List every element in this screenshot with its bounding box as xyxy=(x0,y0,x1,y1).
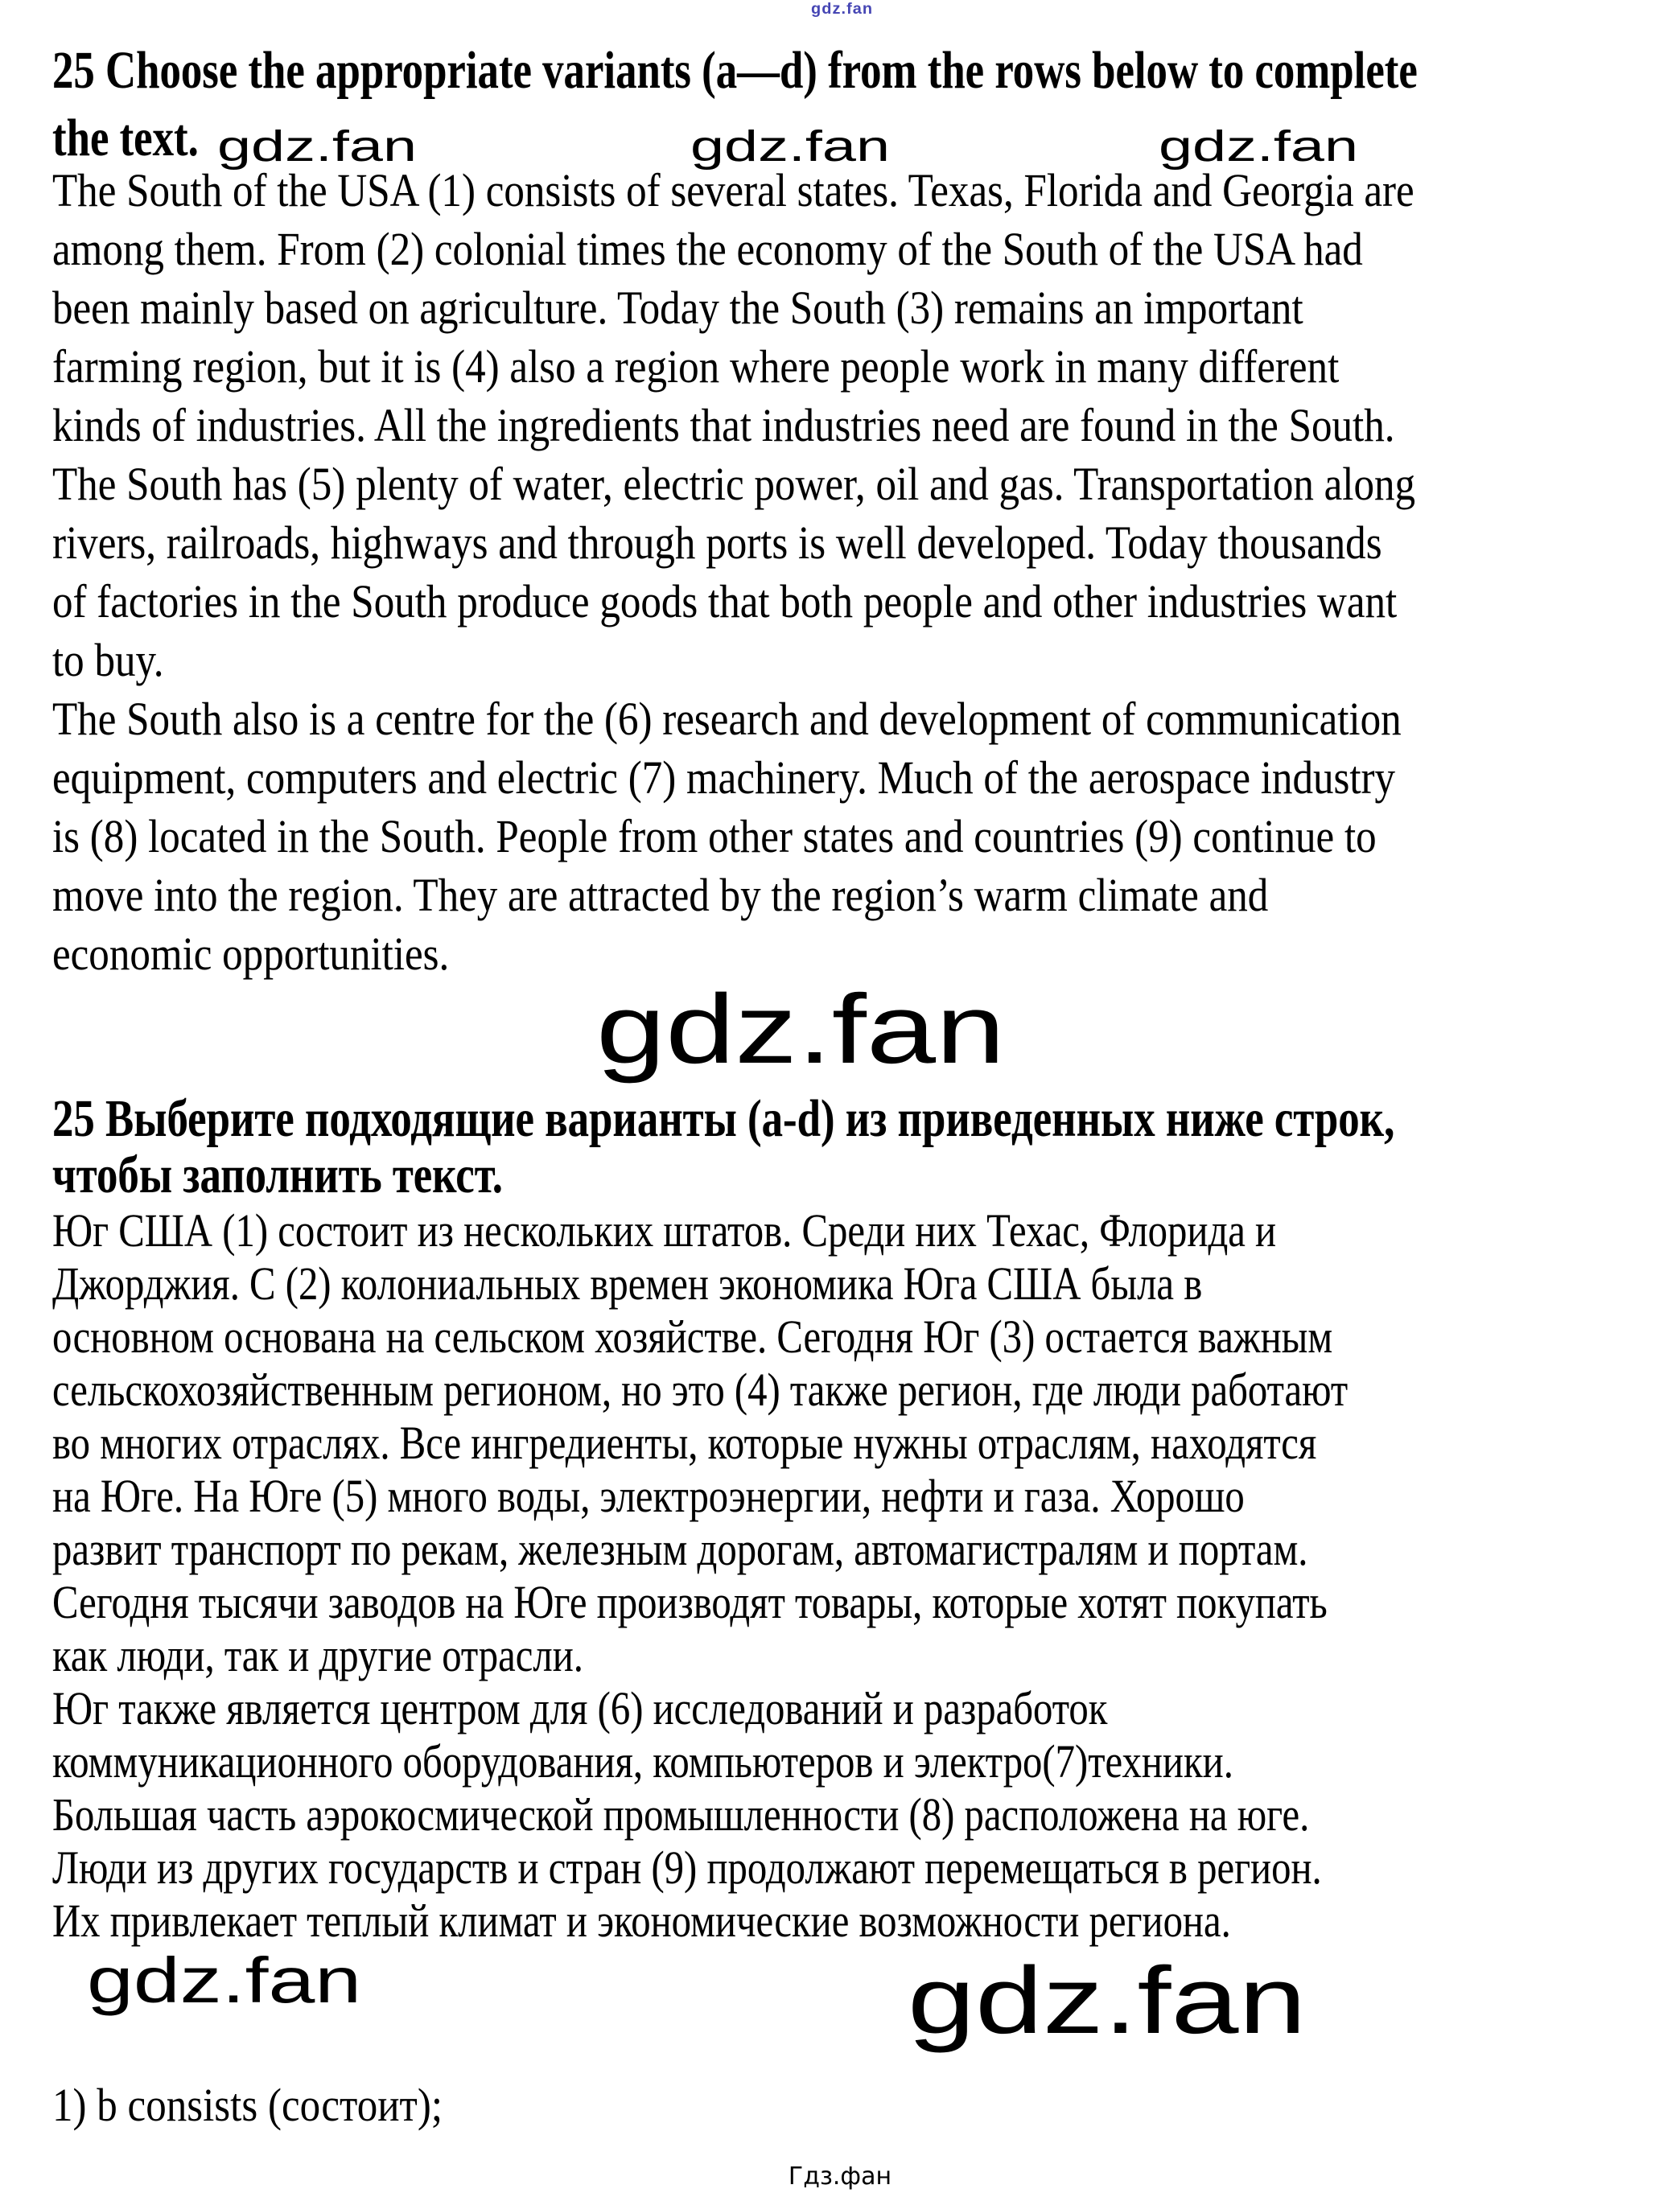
text-line: The South of the USA (1) consists of several states. Texas, Florida and Georgia are xyxy=(52,164,1414,216)
text-line: Юг также является центром для (6) исследований и разработок xyxy=(52,1682,1108,1734)
text-line: been mainly based on agriculture. Today the South (3) remains an important xyxy=(52,282,1303,334)
text-line: Большая часть аэрокосмической промышленности (8) расположена на юге. xyxy=(52,1788,1310,1841)
text-line: Сегодня тысячи заводов на Юге производят товары, которые хотят покупать xyxy=(52,1576,1328,1628)
task-text-russian xyxy=(52,1204,1595,1948)
text-line: is (8) located in the South. People from other states and countries (9) continue to xyxy=(52,810,1377,862)
text-line: to buy. xyxy=(52,634,164,686)
site-name-footer: Гдз.фан xyxy=(788,2162,892,2191)
text-line: rivers, railroads, highways and through ports is well developed. Today thousands xyxy=(52,516,1382,569)
task-text-english xyxy=(52,161,1601,983)
gdz-fan-watermark-middle: gdz.fan xyxy=(596,974,1006,1084)
text-line: Джорджия. С (2) колониальных времен экономика Юга США была в xyxy=(52,1257,1203,1310)
task-heading-russian-line1: 25 Выберите подходящие варианты (a-d) из приведенных ниже строк, xyxy=(52,1089,1395,1148)
task-heading-russian xyxy=(52,1091,1680,1203)
gdz-fan-watermark-inline-2: gdz.fan xyxy=(690,122,890,171)
gdz-fan-watermark-bottom-right: gdz.fan xyxy=(908,1948,1307,2054)
text-line: equipment, computers and electric (7) machinery. Much of the aerospace industry xyxy=(52,751,1396,804)
text-line: of factories in the South produce goods that both people and other industries want xyxy=(52,575,1398,627)
text-line: Юг США (1) состоит из нескольких штатов. Среди них Техас, Флорида и xyxy=(52,1204,1277,1257)
gdz-fan-watermark-top: gdz.fan xyxy=(811,1,874,18)
text-line: развит транспорт по рекам, железным дорогам, автомагистралям и портам. xyxy=(52,1523,1308,1575)
text-line: The South has (5) plenty of water, electric power, oil and gas. Transportation along xyxy=(52,458,1416,510)
gdz-fan-watermark-bottom-left: gdz.fan xyxy=(87,1944,362,2016)
gdz-fan-watermark-inline-1: gdz.fan xyxy=(217,122,417,171)
task-heading-english-line1: 25 Choose the appropriate variants (a—d) from the rows below to complete xyxy=(52,41,1418,100)
text-line: коммуникационного оборудования, компьютеров и электро(7)техники. xyxy=(52,1735,1233,1788)
answer-section xyxy=(52,2076,496,2134)
text-line: Люди из других государств и стран (9) продолжают перемещаться в регион. xyxy=(52,1841,1322,1894)
task-heading-english-line2: the text. xyxy=(52,109,199,167)
text-line: kinds of industries. All the ingredients that industries need are found in the South. xyxy=(52,399,1395,451)
text-line: на Юге. На Юге (5) много воды, электроэнергии, нефти и газа. Хорошо xyxy=(52,1470,1245,1522)
text-line: Их привлекает теплый климат и экономические возможности региона. xyxy=(52,1895,1231,1947)
answer-line-1: 1) b consists (состоит); xyxy=(52,2079,443,2131)
text-line: сельскохозяйственным регионом, но это (4) также регион, где люди работают xyxy=(52,1364,1349,1416)
task-heading-russian-line2: чтобы заполнить текст. xyxy=(52,1146,503,1204)
text-line: The South also is a centre for the (6) research and development of communication xyxy=(52,693,1402,745)
gdz-fan-watermark-inline-3: gdz.fan xyxy=(1159,122,1358,171)
text-line: во многих отраслях. Все ингредиенты, которые нужны отраслям, находятся xyxy=(52,1417,1317,1469)
text-line: как люди, так и другие отрасли. xyxy=(52,1629,583,1681)
text-line: economic opportunities. xyxy=(52,928,450,980)
text-line: основном основана на сельском хозяйстве. Сегодня Юг (3) остается важным xyxy=(52,1310,1333,1363)
text-line: among them. From (2) colonial times the economy of the South of the USA had xyxy=(52,223,1363,275)
text-line: farming region, but it is (4) also a region where people work in many different xyxy=(52,340,1340,393)
text-line: move into the region. They are attracted by the region’s warm climate and xyxy=(52,869,1269,921)
